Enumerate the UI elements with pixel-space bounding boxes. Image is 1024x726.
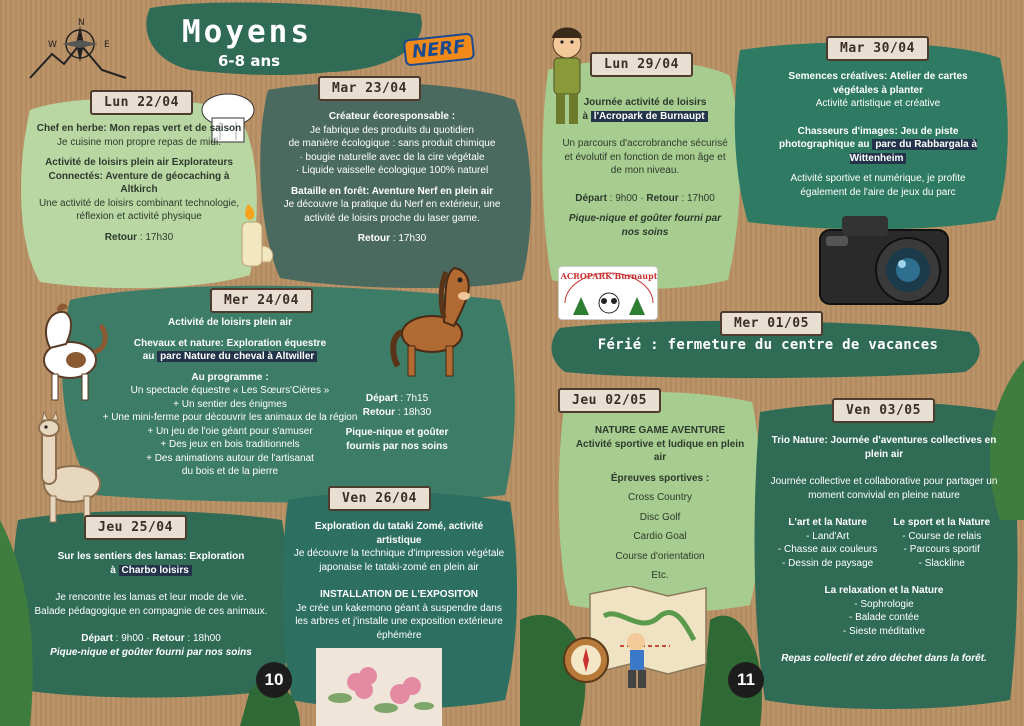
activity-title: Bataille en forêt: Aventure Nerf en plein air	[290, 185, 494, 197]
activity-desc: Balade pédagogique en compagnie de ces animaux.	[34, 605, 268, 617]
activity-title: Chasseurs d'images: Jeu de piste photographique au parc du Rabbargala à Wittenheim	[778, 125, 978, 164]
events-title: Épreuves sportives :	[610, 472, 710, 484]
activity-title: Trio Nature: Journée d'aventures collectives en plein air	[771, 435, 997, 460]
tag-jeu-2504: Jeu 25/04	[84, 515, 187, 540]
column-item: - Sophrologie	[854, 598, 914, 610]
llama-icon	[28, 410, 108, 525]
column-item: - Land'Art	[806, 530, 850, 542]
camera-icon	[812, 202, 960, 310]
jeu-2504-content: Sur les sentiers des lamas: Exploration à Charbo loisirs Je rencontre les lamas et leur mode de vie. Balade pédagogique en compagnie de ces animaux. Départ : 9h00 · Retour : 18h00 Pique-nique et goûter fourni par nos soins	[26, 550, 276, 659]
page-number-right: 11	[728, 662, 764, 698]
activity-desc: Activité artistique et créative	[815, 98, 941, 109]
picnic-note: Pique-nique et goûter fournis par nos soins	[345, 427, 449, 452]
nerf-logo: NERF	[403, 32, 475, 66]
svg-text:E: E	[104, 40, 110, 50]
tag-jeu-0205: Jeu 02/05	[558, 388, 661, 413]
activity-desc: de manière écologique : sans produit chimique	[288, 138, 496, 149]
place-highlight: Charbo loisirs	[119, 565, 192, 576]
tag-ven-2604: Ven 26/04	[328, 486, 431, 511]
program-item: + Une mini-ferme pour découvrir les animaux de la région	[102, 412, 358, 423]
depart-time: Départ : 7h15	[365, 393, 429, 404]
picnic-note: Pique-nique et goûter fourni par nos soins	[568, 213, 722, 238]
activity-title: Journée activité de loisirs	[583, 97, 707, 108]
event-item: Etc.	[651, 570, 669, 581]
column-item: - Chasse aux couleurs	[777, 544, 878, 555]
activity-desc: · bougie naturelle avec de la cire végétale	[299, 151, 485, 163]
lun-2204-content	[34, 122, 244, 244]
column-item: - Slackline	[918, 557, 965, 569]
activity-desc: · Liquide vaisselle écologique 100% naturel	[295, 165, 489, 176]
activity-subtitle: Activité sportive et ludique en plein air	[575, 438, 745, 463]
place-highlight: parc Nature du cheval à Altwiller	[157, 351, 317, 362]
activity-title: Exploration du tataki Zomé, activité artistique	[314, 521, 484, 546]
program-title: Au programme :	[191, 371, 269, 383]
program-item: Un spectacle équestre « Les Sœurs'Cières »	[130, 385, 330, 396]
horse-icon	[388, 262, 480, 382]
activity-title: Sur les sentiers des lamas: Exploration	[57, 551, 245, 562]
mar-3004-content	[770, 70, 986, 199]
activity-desc: Je découvre la pratique du Nerf en extérieur, une activité de loisirs proche du laser game.	[283, 199, 501, 224]
program-item: du bois et de la pierre	[181, 466, 279, 477]
activity-subtitle: Chevaux et nature: Exploration équestre	[133, 337, 327, 349]
column-item: - Balade contée	[848, 612, 920, 623]
activity-title: Créateur écoresponsable :	[328, 111, 456, 122]
picnic-note: Pique-nique et goûter fourni par nos soins	[50, 646, 252, 658]
tag-lun-2904: Lun 29/04	[590, 52, 693, 77]
holiday-banner: Férié : fermeture du centre de vacances	[597, 337, 939, 353]
activity-title: NATURE GAME AVENTURE	[594, 425, 726, 436]
retour-time: Retour : 18h30	[362, 406, 432, 418]
activity-desc: Une activité de loisirs combinant technologie, réflexion et activité physique	[38, 197, 240, 222]
tag-mar-3004: Mar 30/04	[826, 36, 929, 61]
page-number-left: 10	[256, 662, 292, 698]
program-item: + Un jeu de l'oie géant pour s'amuser	[147, 425, 313, 437]
event-item: Disc Golf	[639, 511, 681, 523]
column-title: L'art et la Nature	[788, 517, 867, 528]
event-item: Course d'orientation	[615, 550, 705, 562]
event-item: Cardio Goal	[633, 531, 687, 542]
jeu-0205-content	[570, 424, 750, 583]
mer-2404-content: Activité de loisirs plein air Chevaux et nature: Exploration équestre au parc Nature du cheval à Altwiller Au programme : Un spectacle équestre « Les Sœurs'Cières » + Un sentier des énigmes + Une mini-ferme pour découvrir les animaux de la région + Un jeu de l'oie géant pour s'amuser + Des jeux en bois traditionnels + Des animations autour de l'artisanat du bois et de la pierre	[100, 316, 360, 479]
place-highlight: l'Acropark de Burnaupt	[591, 111, 708, 122]
age-range: 6-8 ans	[218, 52, 281, 70]
mer-2404-times	[332, 392, 462, 453]
column-title: Le sport et la Nature	[893, 517, 991, 528]
tag-mer-2404: Mer 24/04	[210, 288, 313, 313]
column-item: - Parcours sportif	[903, 544, 980, 555]
activity-title: Activité de loisirs plein air Explorateurs Connectés: Aventure de géocaching à Altkirch	[45, 157, 233, 195]
flower-print-icon	[316, 648, 442, 726]
column-title: La relaxation et la Nature	[824, 585, 944, 596]
svg-text:N: N	[78, 18, 85, 28]
column-item: - Dessin de paysage	[782, 557, 874, 569]
activity-desc: Activité sportive et numérique, je profite également de l'aire de jeux du parc	[790, 173, 966, 198]
activity-desc: Je crée un kakemono géant à suspendre dans les arbres et j'installe une exposition extérieure éphémère	[295, 602, 503, 641]
tag-mer-0105: Mer 01/05	[720, 311, 823, 336]
program-item: + Des animations autour de l'artisanat	[146, 452, 314, 464]
svg-text:W: W	[48, 40, 57, 50]
page-title: Moyens	[182, 14, 312, 50]
activity-desc: Je découvre la technique d'impression végétale japonaise le tataki-zomé en plein air	[293, 548, 505, 573]
retour-time: Retour : 17h30	[104, 231, 174, 243]
activity-title: Semences créatives: Atelier de cartes végétales à planter	[788, 71, 968, 96]
place-highlight: parc du Rabbargala à Wittenheim	[849, 139, 978, 164]
activity-desc: Un parcours d'accrobranche sécurisé et évolutif en fonction de mon âge et de mon niveau.	[562, 138, 728, 176]
program-item: + Un sentier des énigmes	[173, 398, 287, 410]
schedule-times: Départ : 9h00 · Retour : 18h00	[81, 633, 221, 644]
column-art	[778, 516, 878, 570]
compass-icon	[28, 18, 128, 80]
activity-title: Chef en herbe: Mon repas vert et de saison	[36, 123, 242, 134]
column-sport	[893, 516, 990, 570]
ven-0305-content	[764, 434, 1004, 666]
activity-desc: Je cuisine mon propre repas de midi.	[57, 136, 221, 148]
acropark-logo	[558, 266, 658, 320]
mar-2304-content	[272, 110, 512, 246]
activity-title: INSTALLATION DE L'EXPOSITON	[320, 589, 478, 600]
activity-desc: Je rencontre les lamas et leur mode de vie.	[55, 592, 247, 603]
activity-desc: Journée collective et collaborative pour partager un moment convivial en pleine nature	[770, 476, 998, 501]
acropark-logo-text: ACROPARK'Burnaupt	[560, 271, 658, 281]
tag-mar-2304: Mar 23/04	[318, 76, 421, 101]
retour-time: Retour : 17h30	[357, 233, 427, 244]
column-item: - Course de relais	[902, 530, 982, 542]
tag-lun-2204: Lun 22/04	[90, 90, 193, 115]
map-compass-icon	[560, 586, 710, 694]
footer-note: Repas collectif et zéro déchet dans la forêt.	[781, 653, 987, 664]
event-item: Cross Country	[628, 492, 692, 503]
pony-icon	[30, 298, 110, 408]
column-item: - Sieste méditative	[842, 625, 926, 637]
nature-columns	[764, 516, 1004, 570]
tag-ven-0305: Ven 03/05	[832, 398, 935, 423]
lun-2904-content: Journée activité de loisirs à l'Acropark de Burnaupt Un parcours d'accrobranche sécurisé et évolutif en fonction de mon âge et de mon niveau. Départ : 9h00 · Retour : 17h00 Pique-nique et goûter fourni par nos soins	[560, 96, 730, 239]
ven-2604-content	[292, 520, 506, 642]
schedule-times: Départ : 9h00 · Retour : 17h00	[575, 192, 715, 204]
activity-desc: Je fabrique des produits du quotidien	[309, 124, 474, 136]
activity-title: Activité de loisirs plein air	[168, 317, 292, 328]
program-item: + Des jeux en bois traditionnels	[160, 439, 300, 450]
